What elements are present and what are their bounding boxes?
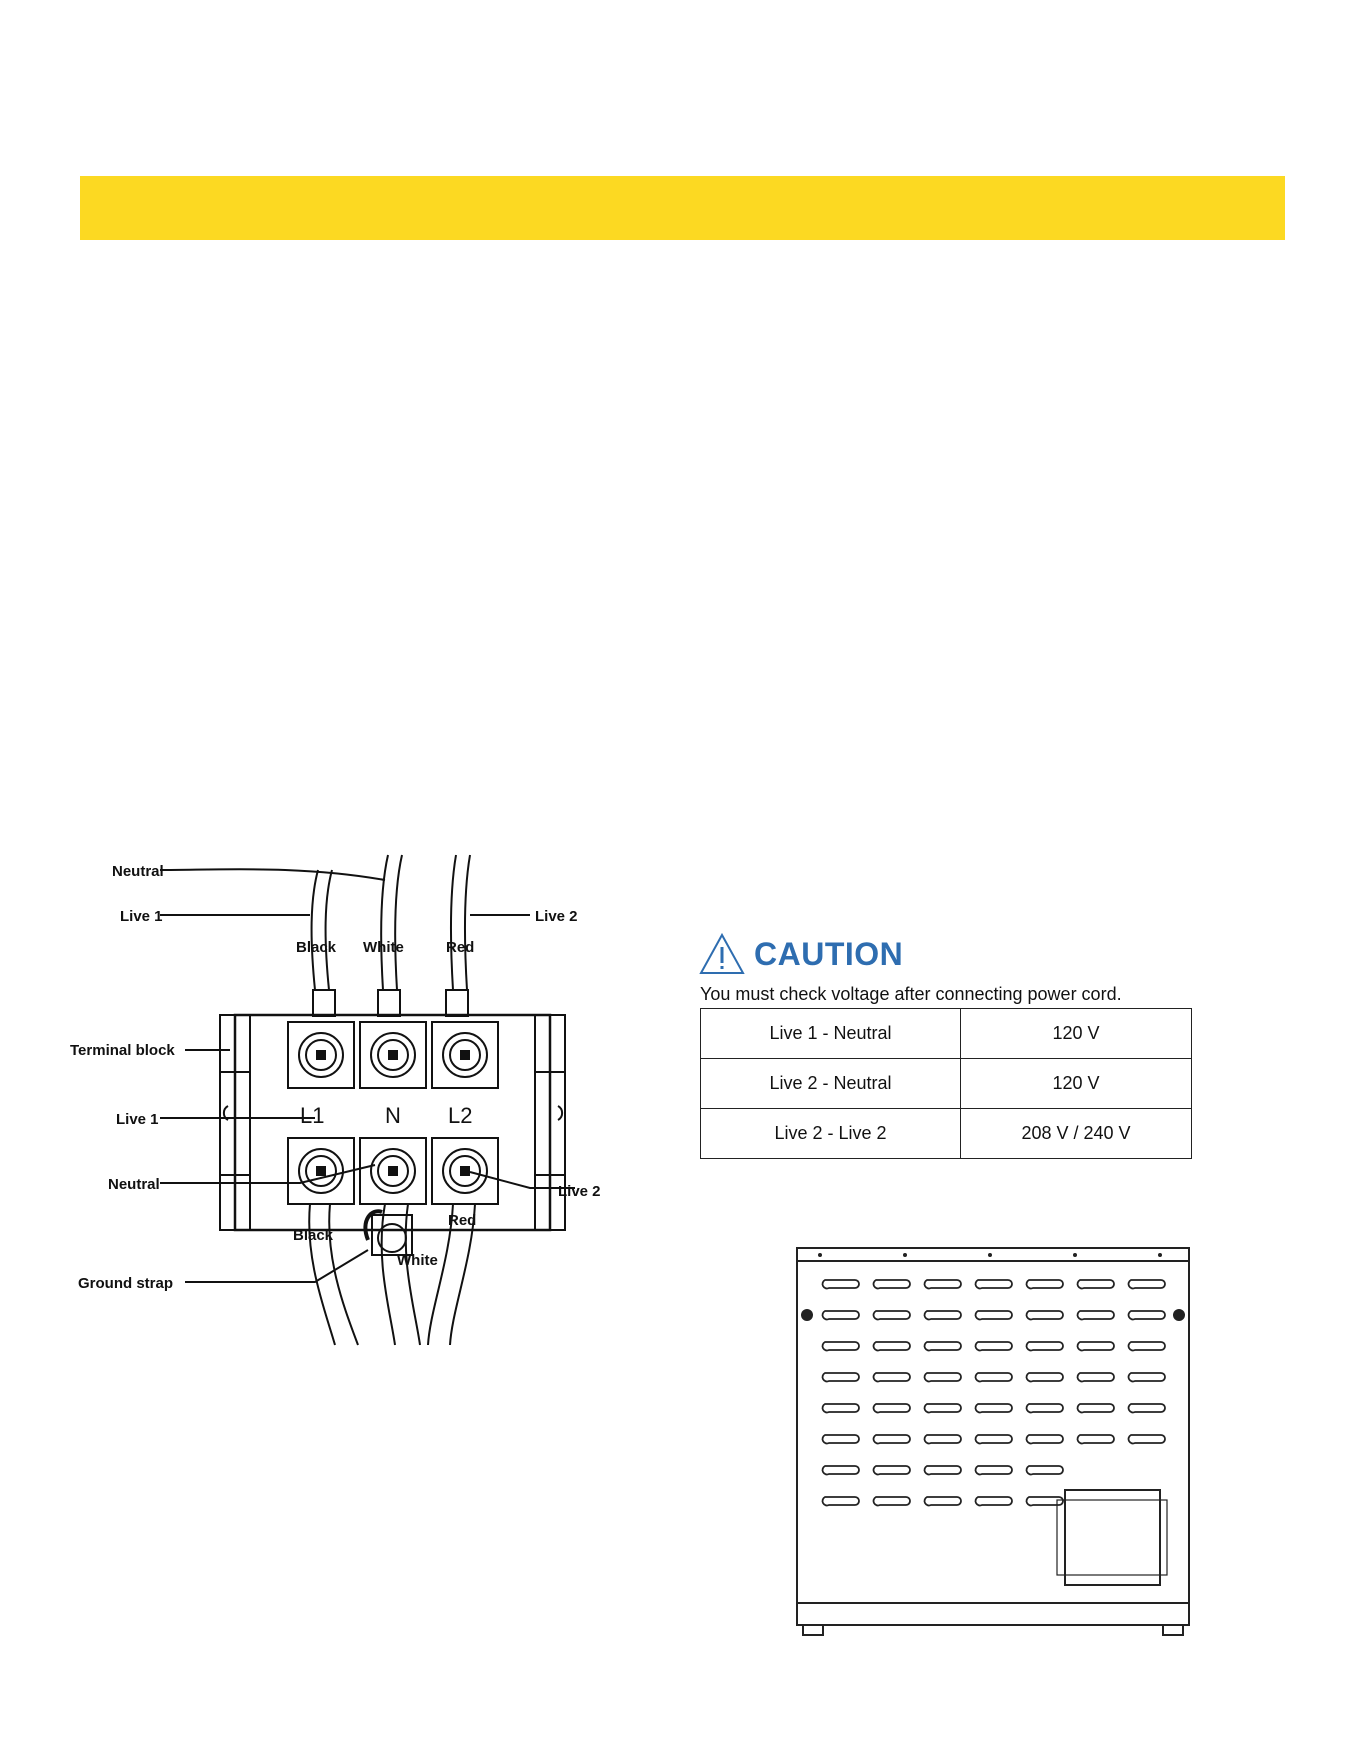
- terminal-block-wiring-diagram: [70, 840, 670, 1360]
- vent-slot: [1078, 1435, 1114, 1443]
- vent-slot: [1027, 1404, 1063, 1412]
- vent-slot: [874, 1311, 910, 1319]
- label-live2-mid: Live 2: [558, 1183, 601, 1200]
- vent-slot: [823, 1373, 859, 1381]
- vent-slot: [1027, 1373, 1063, 1381]
- wire-color-black-top: Black: [296, 939, 337, 956]
- terminal-label-l1: L1: [300, 1103, 325, 1128]
- vent-slot: [976, 1497, 1012, 1505]
- vent-slot: [925, 1466, 961, 1474]
- vent-slot: [823, 1435, 859, 1443]
- caution-title: CAUTION: [754, 935, 904, 972]
- vent-slot: [1078, 1311, 1114, 1319]
- label-neutral-mid: Neutral: [108, 1176, 160, 1193]
- vent-slot: [874, 1404, 910, 1412]
- voltage-value: 208 V / 240 V: [961, 1109, 1192, 1159]
- vent-slot: [1129, 1342, 1165, 1350]
- voltage-value: 120 V: [961, 1009, 1192, 1059]
- vent-slot: [823, 1342, 859, 1350]
- vent-slot: [976, 1280, 1012, 1288]
- section-header-band: [80, 176, 1285, 240]
- vent-slot: [1129, 1435, 1165, 1443]
- wire-color-black-bottom: Black: [293, 1227, 334, 1244]
- vent-slot: [874, 1373, 910, 1381]
- vent-slot: [1078, 1280, 1114, 1288]
- vent-slot: [976, 1404, 1012, 1412]
- vent-slot: [1129, 1280, 1165, 1288]
- vent-slot: [874, 1466, 910, 1474]
- table-row: [701, 1009, 1192, 1059]
- vent-slot: [925, 1435, 961, 1443]
- vent-slot: [925, 1497, 961, 1505]
- vent-slot: [823, 1466, 859, 1474]
- label-live1-top: Live 1: [120, 908, 163, 925]
- vent-slot: [874, 1435, 910, 1443]
- wire-color-white-bottom: White: [397, 1252, 438, 1269]
- voltage-value: 120 V: [961, 1059, 1192, 1109]
- wire-color-red-top: Red: [446, 939, 475, 956]
- vent-slot: [925, 1280, 961, 1288]
- vent-slot: [1129, 1404, 1165, 1412]
- vent-slot: [823, 1497, 859, 1505]
- wire-color-red-bottom: Red: [448, 1212, 477, 1229]
- vent-slot: [1027, 1435, 1063, 1443]
- vent-slot: [1078, 1342, 1114, 1350]
- vent-slot: [1078, 1404, 1114, 1412]
- vent-slot: [925, 1404, 961, 1412]
- label-neutral-top: Neutral: [112, 863, 164, 880]
- vent-slot: [976, 1373, 1012, 1381]
- vent-slot: [925, 1373, 961, 1381]
- vent-slot: [874, 1342, 910, 1350]
- vent-slot: [823, 1280, 859, 1288]
- label-live1-mid: Live 1: [116, 1111, 159, 1128]
- vent-slot: [1027, 1311, 1063, 1319]
- vent-slot: [976, 1342, 1012, 1350]
- voltage-pair: Live 2 - Live 2: [701, 1109, 961, 1159]
- vent-slot: [976, 1466, 1012, 1474]
- table-row: [701, 1059, 1192, 1109]
- caution-text: You must check voltage after connecting power cord.: [700, 984, 1122, 1004]
- label-ground-strap: Ground strap: [78, 1275, 174, 1292]
- vent-slot: [823, 1311, 859, 1319]
- appliance-rear-panel-illustration: [795, 1245, 1195, 1650]
- vent-slot: [1129, 1373, 1165, 1381]
- vent-slot: [1027, 1466, 1063, 1474]
- terminal-label-n: N: [385, 1103, 401, 1128]
- vent-slot: [976, 1311, 1012, 1319]
- voltage-table: [700, 1008, 1192, 1159]
- vent-slot: [874, 1497, 910, 1505]
- voltage-pair: Live 2 - Neutral: [701, 1059, 961, 1109]
- table-row: [701, 1109, 1192, 1159]
- vent-slot: [1027, 1280, 1063, 1288]
- vent-slot: [1027, 1342, 1063, 1350]
- vent-slot: [925, 1311, 961, 1319]
- vent-slot: [925, 1342, 961, 1350]
- vent-slot: [976, 1435, 1012, 1443]
- wire-color-white-top: White: [363, 939, 404, 956]
- warning-triangle-icon: [698, 932, 746, 976]
- voltage-pair: Live 1 - Neutral: [701, 1009, 961, 1059]
- vent-slot: [1078, 1373, 1114, 1381]
- vent-slot: [1129, 1311, 1165, 1319]
- terminal-label-l2: L2: [448, 1103, 473, 1128]
- vent-slot: [823, 1404, 859, 1412]
- label-live2-top: Live 2: [535, 908, 578, 925]
- label-terminal-block: Terminal block: [70, 1042, 175, 1059]
- caution-notice: [698, 930, 1198, 1005]
- vent-slot: [874, 1280, 910, 1288]
